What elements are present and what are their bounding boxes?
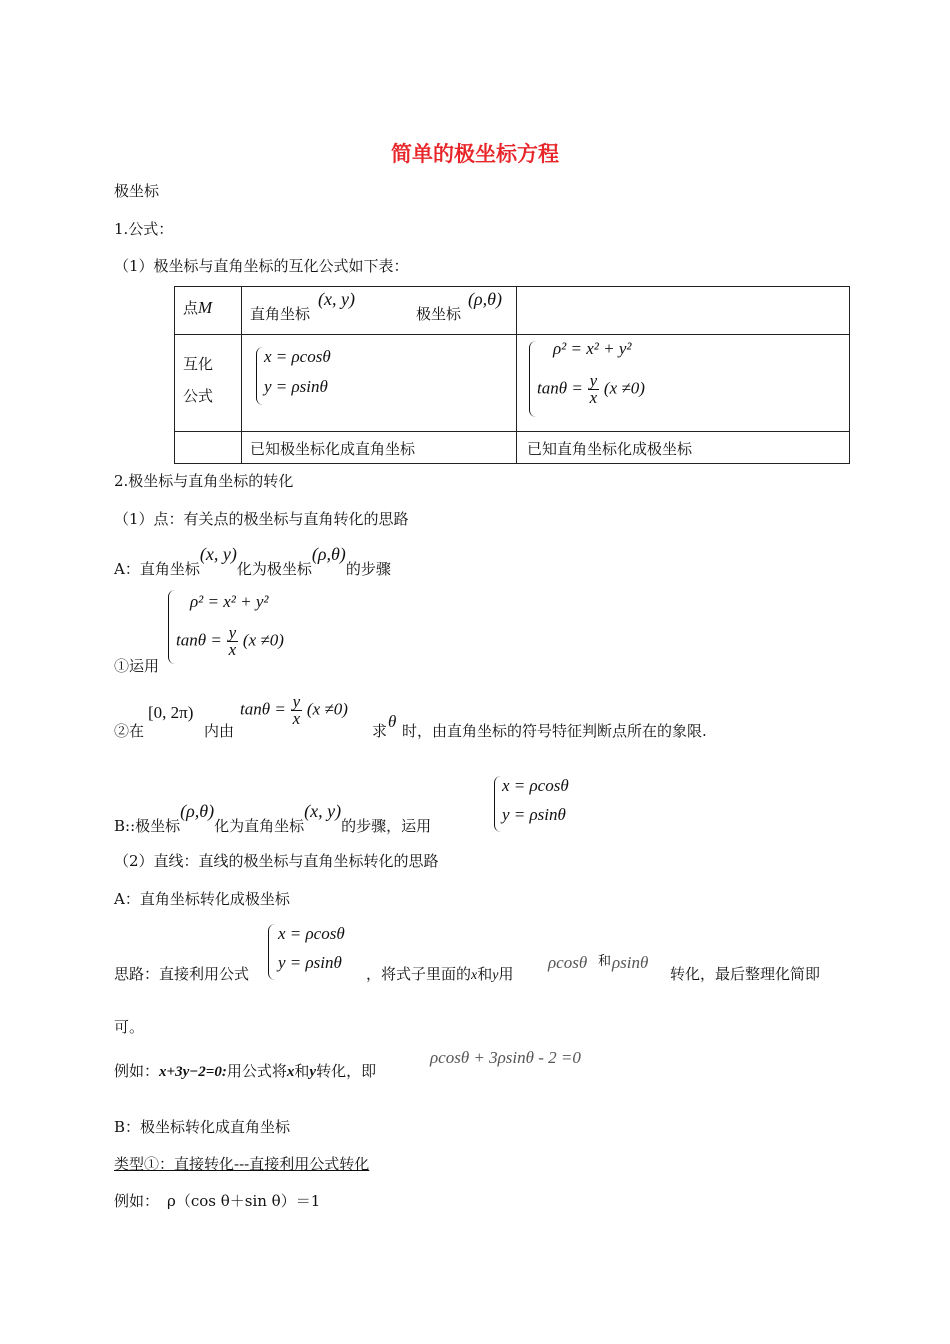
brace-icon — [494, 776, 501, 832]
a1-math-rho-theta: (ρ,θ) — [311, 544, 346, 564]
s1-tan-condition: (x ≠0) — [242, 630, 284, 650]
b1-mid: 化为直角坐标 — [214, 817, 305, 835]
type1-heading: 类型①：直接转化---直接利用公式转化 — [114, 1155, 370, 1173]
idea-math-rho-sin: ρsinθ — [612, 953, 649, 972]
fraction-num: y — [292, 692, 301, 711]
b1-eq-x: x = ρcosθ — [502, 776, 569, 795]
idea-mid: ，将式子里面的 — [366, 965, 472, 983]
polar-coord-math: (ρ,θ) — [468, 289, 502, 309]
idea-eq-x: x = ρcosθ — [278, 924, 345, 943]
idea-continuation: 可。 — [114, 1018, 145, 1036]
conversion-table — [174, 286, 850, 464]
point-label: 点 — [183, 299, 199, 317]
rect-coord-math: (x, y) — [318, 289, 355, 309]
paragraph-point: （1）点：有关点的极坐标与直角转化的思路 — [114, 510, 409, 528]
fraction — [588, 373, 600, 406]
s1-eq-rho-squared: ρ² = x² + y² — [190, 592, 269, 611]
step2-suffix: 时，由直角坐标的符号特征判断点所在的象限. — [402, 722, 707, 740]
table-cell-empty — [175, 432, 242, 464]
line-a-rect-to-polar — [114, 544, 391, 578]
paragraph-line: （2）直线：直线的极坐标与直角坐标转化的思路 — [114, 852, 439, 870]
eq-tan-theta — [537, 373, 645, 406]
step1-label: ①运用 — [114, 657, 160, 675]
ex1-suffix: 转化，即 — [316, 1062, 377, 1080]
formula-label-line1: 互化 — [183, 355, 214, 373]
eq-x-rho-cos: x = ρcosθ — [264, 347, 331, 366]
step2-eq-tan — [240, 694, 348, 727]
ex2-prefix: 例如： — [114, 1192, 160, 1210]
point-var: M — [198, 298, 213, 317]
ex2-equation: ρ（cos θ＋sin θ）＝1 — [167, 1192, 321, 1210]
fraction-num: y — [228, 623, 237, 642]
step2-theta: θ — [388, 712, 397, 731]
eq-rho-squared: ρ² = x² + y² — [553, 339, 632, 358]
heading-formula: 1.公式： — [114, 220, 174, 238]
step2-mid: 内由 — [204, 722, 235, 740]
table-cell-rect-header — [242, 287, 517, 335]
line-a2: A：直角坐标转化成极坐标 — [114, 890, 290, 908]
ex1-x: x — [286, 1064, 295, 1080]
formula-label-line2: 公式 — [183, 387, 214, 405]
fraction-den: x — [589, 388, 598, 407]
paragraph-table-intro: （1）极坐标与直角坐标的互化公式如下表： — [114, 257, 409, 275]
b1-math-rho-theta: (ρ,θ) — [180, 801, 215, 821]
ex1-and: 和 — [294, 1062, 310, 1080]
tan-left: tanθ = — [537, 378, 583, 398]
step2-after: 求 — [372, 722, 388, 740]
b1-prefix: B::极坐标 — [114, 817, 181, 835]
brace-icon — [168, 590, 175, 664]
idea-he: 和 — [598, 954, 612, 969]
brace-icon — [529, 341, 536, 417]
rect-to-polar-note: 已知直角坐标化成极坐标 — [527, 440, 693, 458]
a1-suffix: 的步骤 — [345, 560, 391, 578]
fraction — [227, 625, 239, 658]
b1-math-xy: (x, y) — [304, 801, 342, 821]
idea-math-rho-cos: ρcosθ — [548, 953, 588, 972]
a1-prefix: A：直角坐标 — [114, 560, 200, 578]
idea-use: 用 — [498, 965, 514, 983]
page-title: 简单的极坐标方程 — [391, 142, 559, 166]
idea-y: y — [492, 968, 499, 983]
table-cell-polar-formula — [517, 335, 850, 432]
s1-eq-tan — [176, 625, 284, 658]
fraction-den: x — [292, 709, 301, 728]
step2-prefix: ②在 — [114, 722, 145, 740]
s1-tan-left: tanθ = — [176, 630, 222, 650]
b1-eq-y: y = ρsinθ — [502, 805, 566, 824]
line-b-polar-to-rect — [114, 801, 432, 835]
fraction — [291, 694, 303, 727]
heading-conversion: 2.极坐标与直角坐标的转化 — [114, 472, 294, 490]
ex1-prefix: 例如： — [114, 1062, 160, 1080]
fraction-den: x — [228, 640, 237, 659]
example2-line — [114, 1190, 320, 1211]
a1-math-xy: (x, y) — [199, 544, 237, 564]
ex1-mid: 用公式将 — [226, 1062, 287, 1080]
table-cell-rect-formula — [242, 335, 517, 432]
rect-coord-label: 直角坐标 — [250, 305, 311, 323]
a1-mid: 化为极坐标 — [236, 560, 312, 578]
brace-icon — [268, 924, 275, 980]
s2-tan-condition: (x ≠0) — [306, 699, 348, 719]
table-cell-formula-label — [175, 335, 242, 432]
idea-and: 和 — [477, 965, 493, 983]
ex1-equation: x+3y−2=0: — [159, 1064, 227, 1080]
s2-tan-left: tanθ = — [240, 699, 286, 719]
line-b2: B：极坐标转化成直角坐标 — [114, 1118, 291, 1136]
idea-suffix: 转化，最后整理化简即 — [670, 965, 821, 983]
idea-x: x — [471, 968, 478, 983]
tan-condition: (x ≠0) — [603, 378, 645, 398]
fraction-num: y — [589, 371, 598, 390]
example1-line — [114, 1060, 376, 1081]
idea-mid-line — [366, 963, 513, 984]
polar-to-rect-note: 已知极坐标化成直角坐标 — [250, 440, 416, 458]
ex1-result: ρcosθ + 3ρsinθ - 2 =0 — [430, 1048, 581, 1067]
table-cell-rect-to-polar — [517, 432, 850, 464]
ex1-y: y — [309, 1064, 317, 1080]
idea-prefix: 思路：直接利用公式 — [114, 965, 250, 983]
table-cell-polar-to-rect — [242, 432, 517, 464]
step2-interval: [0, 2π) — [148, 703, 194, 722]
section-heading: 极坐标 — [114, 182, 160, 200]
b1-suffix: 的步骤，运用 — [341, 817, 432, 835]
table-cell-point — [175, 287, 242, 335]
table-cell-empty-header — [517, 287, 850, 335]
eq-y-rho-sin: y = ρsinθ — [264, 377, 328, 396]
polar-coord-label: 极坐标 — [416, 305, 462, 323]
idea-eq-y: y = ρsinθ — [278, 953, 342, 972]
brace-icon — [256, 347, 263, 405]
